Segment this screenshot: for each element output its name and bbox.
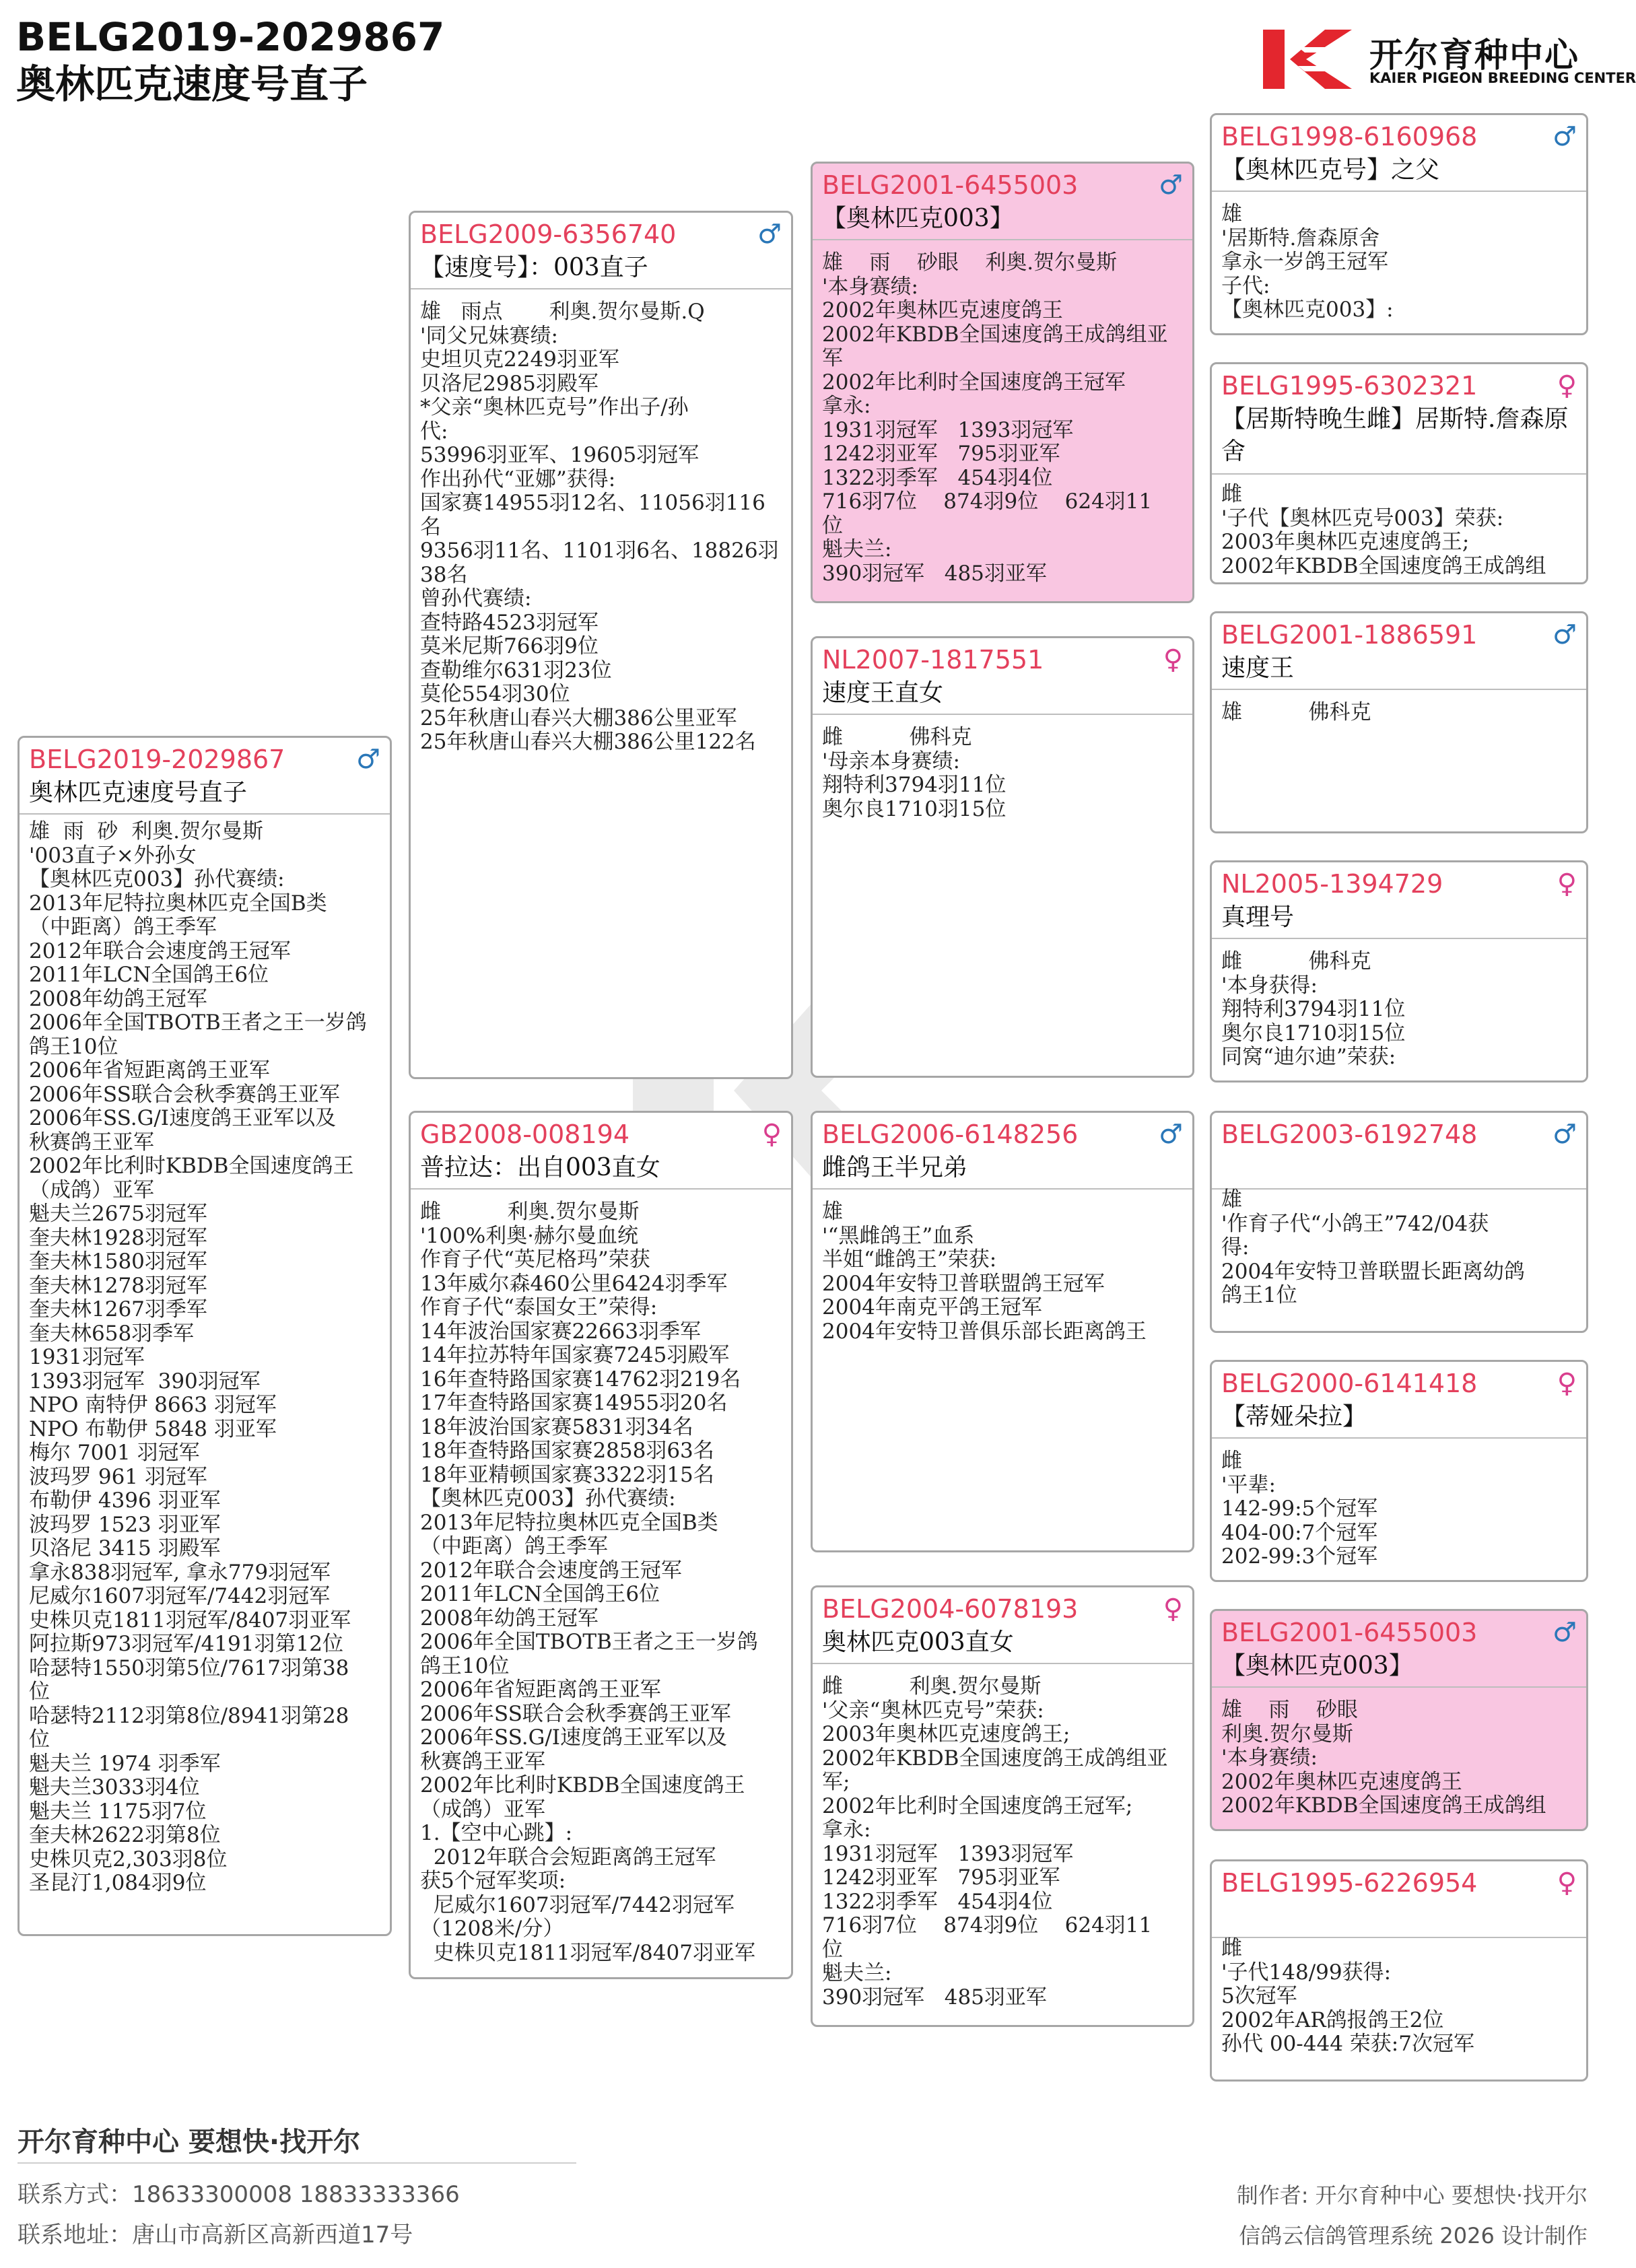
female-icon: ♀ bbox=[1557, 370, 1577, 401]
card-sd-sire[interactable] bbox=[1210, 611, 1588, 833]
footer-divider bbox=[18, 2162, 576, 2164]
footer-contact: 联系方式：18633300008 18833333366 bbox=[18, 2181, 460, 2208]
pigeon-notes: 雄 雨点 利奥.贺尔曼斯.Q '同父兄妹赛绩: 史坦贝克2249羽亚军 贝洛尼2985羽殿军 *父亲“奥林匹克号”作出子/孙 代: 53996羽亚军、19605羽冠军 作出孙代“亚娜”获得: 国家赛14955羽12名、11056羽116 名 9356羽11名、1101羽6名、18826羽 38名 曾孙代赛绩: 查特路4523羽冠军 莫米尼斯766羽9位 查勒维尔631羽23位 莫伦554羽30位 25年秋唐山春兴大棚386公里亚军 25年秋唐山春兴大棚386公里122名 bbox=[420, 300, 779, 754]
pigeon-name: 【速度号】：003直子 bbox=[420, 254, 648, 281]
kaier-logo-icon bbox=[1258, 27, 1359, 92]
footer-maker: 制作者: 开尔育种中心 要想快·找开尔 bbox=[1236, 2183, 1588, 2208]
card-divider bbox=[411, 288, 791, 289]
card-dam-sire[interactable] bbox=[811, 1111, 1194, 1552]
card-sire-dam[interactable] bbox=[811, 636, 1194, 1078]
ring-number: BELG2006-6148256 bbox=[822, 1120, 1079, 1149]
ring-number: BELG2004-6078193 bbox=[822, 1594, 1079, 1624]
male-icon: ♂ bbox=[356, 744, 380, 775]
card-sire[interactable] bbox=[409, 211, 793, 1079]
ring-number: BELG1998-6160968 bbox=[1221, 122, 1478, 151]
pigeon-notes: 雄 雨 砂眼 利奥.贺尔曼斯 '本身赛绩: 2002年奥林匹克速度鸽王 2002年KBDB全国速度鸽王成鸽组 bbox=[1221, 1698, 1546, 1818]
card-ds-sire[interactable] bbox=[1210, 1111, 1588, 1333]
footer-system: 信鸽云信鸽管理系统 2026 设计制作 bbox=[1239, 2223, 1588, 2248]
card-divider bbox=[1212, 689, 1586, 690]
card-divider bbox=[411, 1188, 791, 1190]
ring-number: BELG2001-6455003 bbox=[1221, 1618, 1478, 1647]
male-icon: ♂ bbox=[1553, 1617, 1577, 1648]
card-ss-dam[interactable] bbox=[1210, 362, 1588, 584]
pigeon-name: 【蒂娅朵拉】 bbox=[1221, 1403, 1367, 1431]
pigeon-notes: 雌 '子代148/99获得: 5次冠军 2002年AR鸽报鸽王2位 孙代 00-444 荣获:7次冠军 bbox=[1221, 1936, 1474, 2056]
kaier-logo bbox=[1258, 24, 1636, 92]
card-sd-dam[interactable] bbox=[1210, 860, 1588, 1083]
ring-number: BELG2001-6455003 bbox=[822, 170, 1079, 200]
pigeon-notes: 雌 佛科克 '本身获得: 翔特利3794羽11位 奥尔良1710羽15位 同窝“迪尔迪”荣获: bbox=[1221, 949, 1406, 1069]
pigeon-name: 奥林匹克003直女 bbox=[822, 1628, 1014, 1656]
footer-slogan: 开尔育种中心 要想快·找开尔 bbox=[18, 2127, 361, 2158]
pigeon-name: 【奥林匹克003】 bbox=[1221, 1652, 1413, 1680]
female-icon: ♀ bbox=[1557, 868, 1577, 899]
card-divider bbox=[1212, 473, 1586, 475]
ring-number: NL2007-1817551 bbox=[822, 645, 1044, 675]
pigeon-notes: 雄 '“黑雌鸽王”血系 半姐“雌鸽王”荣获: 2004年安特卫普联盟鸽王冠军 2004年南克平鸽王冠军 2004年安特卫普俱乐部长距离鸽王 bbox=[822, 1200, 1147, 1344]
pigeon-name: 速度王直女 bbox=[822, 679, 944, 707]
pigeon-name: 普拉达：出自003直女 bbox=[420, 1154, 660, 1181]
card-divider bbox=[1212, 1686, 1586, 1688]
card-dd-dam[interactable] bbox=[1210, 1859, 1588, 2082]
card-ss-sire[interactable] bbox=[1210, 113, 1588, 335]
pigeon-notes: 雌 '子代【奥林匹克号003】荣获: 2003年奥林匹克速度鸽王; 2002年KBDB全国速度鸽王成鸽组 bbox=[1221, 482, 1546, 578]
pigeon-notes: 雌 '平辈: 142-99:5个冠军 404-00:7个冠军 202-99:3个冠军 bbox=[1221, 1449, 1378, 1569]
card-ds-dam[interactable] bbox=[1210, 1360, 1588, 1582]
ring-number: BELG2019-2029867 bbox=[29, 745, 285, 774]
card-divider bbox=[813, 1188, 1192, 1190]
male-icon: ♂ bbox=[1159, 170, 1183, 201]
card-divider bbox=[813, 714, 1192, 715]
card-divider bbox=[813, 1663, 1192, 1664]
card-dam[interactable] bbox=[409, 1111, 793, 1979]
pigeon-name: 真理号 bbox=[1221, 903, 1295, 931]
pigeon-name: 【奥林匹克003】 bbox=[822, 205, 1014, 232]
female-icon: ♀ bbox=[1163, 1593, 1183, 1624]
card-dam-dam[interactable] bbox=[811, 1585, 1194, 2027]
female-icon: ♀ bbox=[1557, 1368, 1577, 1399]
pigeon-notes: 雌 利奥.贺尔曼斯 '100%利奥·赫尔曼血统 作育子代“英尼格玛”荣获 13年威尔森460公里6424羽季军 作育子代“泰国女王”荣得: 14年波治国家赛22663羽季军 14年拉苏特年国家赛7245羽殿军 16年查特路国家赛14762羽219名 17年查特路国家赛14955羽20名 18年波治国家赛5831羽34名 18年查特路国家赛2858羽63名 18年亚精顿国家赛3322羽15名 【奥林匹克003】孙代赛绩: 2013年尼特拉奥林匹克全国B类 （中距离）鸽王季军 2012年联合会速度鸽王冠军 2011年LCN全国鸽王6位 2008年幼鸽王冠军 2006年全国TBOTB王者之王一岁鸽 鸽王10位 2006年省短距离鸽王亚军 2006年SS联合会秋季赛鸽王亚军 2006年SS.G/I速度鸽王亚军以及 秋赛鸽王亚军 2002年比利时KBDB全国速度鸽王 （成鸽）亚军 1.【空中心跳】: 2012年联合会短距离鸽王冠军 获5个冠军奖项: 尼威尔1607羽冠军/7442羽冠军 （1208米/分） 史株贝克1811羽冠军/8407羽亚军 bbox=[420, 1200, 758, 1965]
logo-text-cn: 开尔育种中心 bbox=[1369, 36, 1579, 75]
page-ring-number: BELG2019-2029867 bbox=[16, 14, 445, 60]
pigeon-notes: 雄 佛科克 bbox=[1221, 700, 1371, 724]
card-divider bbox=[1212, 1437, 1586, 1439]
ring-number: BELG2003-6192748 bbox=[1221, 1120, 1478, 1149]
card-divider bbox=[813, 239, 1192, 240]
card-divider bbox=[1212, 938, 1586, 939]
female-icon: ♀ bbox=[1557, 1867, 1577, 1898]
male-icon: ♂ bbox=[1159, 1119, 1183, 1150]
pigeon-name: 雌鸽王半兄弟 bbox=[822, 1154, 968, 1181]
footer-address: 联系地址：唐山市高新区高新西道17号 bbox=[18, 2222, 413, 2248]
card-sire-sire[interactable] bbox=[811, 162, 1194, 603]
ring-number: BELG2009-6356740 bbox=[420, 219, 677, 249]
ring-number: GB2008-008194 bbox=[420, 1120, 629, 1149]
pigeon-name: 【奥林匹克号】之父 bbox=[1221, 156, 1440, 184]
card-dd-sire[interactable] bbox=[1210, 1609, 1588, 1831]
pigeon-notes: 雌 利奥.贺尔曼斯 '父亲“奥林匹克号”荣获: 2003年奥林匹克速度鸽王; 2002年KBDB全国速度鸽王成鸽组亚 军; 2002年比利时全国速度鸽王冠军; 拿永: 1931羽冠军 1393羽冠军 1242羽亚军 795羽亚军 1322羽季军 454羽4位 716羽7位 874羽9位 624羽11 位 魁夫兰: 390羽冠军 485羽亚军 bbox=[822, 1674, 1168, 2009]
pigeon-notes: 雄 '作育子代“小鸽王”742/04获 得: 2004年安特卫普联盟长距离幼鸽 鸽王1位 bbox=[1221, 1188, 1525, 1307]
logo-text-en: KAIER PIGEON BREEDING CENTER bbox=[1369, 70, 1636, 86]
male-icon: ♂ bbox=[1553, 121, 1577, 152]
ring-number: NL2005-1394729 bbox=[1221, 869, 1443, 899]
female-icon: ♀ bbox=[1163, 644, 1183, 675]
pigeon-name: 奥林匹克速度号直子 bbox=[29, 779, 248, 806]
male-icon: ♂ bbox=[1553, 619, 1577, 650]
female-icon: ♀ bbox=[761, 1119, 782, 1150]
pigeon-name: 速度王 bbox=[1221, 654, 1295, 682]
ring-number: BELG2000-6141418 bbox=[1221, 1369, 1478, 1398]
male-icon: ♂ bbox=[757, 219, 782, 250]
male-icon: ♂ bbox=[1553, 1119, 1577, 1150]
card-divider bbox=[1212, 191, 1586, 192]
pigeon-notes: 雌 佛科克 '母亲本身赛绩: 翔特利3794羽11位 奥尔良1710羽15位 bbox=[822, 725, 1007, 821]
pigeon-notes: 雄 雨 砂眼 利奥.贺尔曼斯 '本身赛绩: 2002年奥林匹克速度鸽王 2002年KBDB全国速度鸽王成鸽组亚 军 2002年比利时全国速度鸽王冠军 拿永: 1931羽冠军 1393羽冠军 1242羽亚军 795羽亚军 1322羽季军 454羽4位 716羽7位 874羽9位 624羽11 位 魁夫兰: 390羽冠军 485羽亚军 bbox=[822, 250, 1168, 586]
pigeon-notes: 雄 雨 砂 利奥.贺尔曼斯 '003直子×外孙女 【奥林匹克003】孙代赛绩: 2013年尼特拉奥林匹克全国B类 （中距离）鸽王季军 2012年联合会速度鸽王冠军 2011年LCN全国鸽王6位 2008年幼鸽王冠军 2006年全国TBOTB王者之王一岁鸽 鸽王10位 2006年省短距离鸽王亚军 2006年SS联合会秋季赛鸽王亚军 2006年SS.G/I速度鸽王亚军以及 秋赛鸽王亚军 2002年比利时KBDB全国速度鸽王 （成鸽）亚军 魁夫兰2675羽冠军 奎夫林1928羽冠军 奎夫林1580羽冠军 奎夫林1278羽冠军 奎夫林1267羽季军 奎夫林658羽季军 1931羽冠军 1393羽冠军 390羽冠军 NPO 南特伊 8663 羽冠军 NPO 布勒伊 5848 羽亚军 梅尔 7001 羽冠军 波玛罗 961 羽冠军 布勒伊 4396 羽亚军 波玛罗 1523 羽亚军 贝洛尼 3415 羽殿军 拿永838羽冠军, 拿永779羽冠军 尼威尔1607羽冠军/7442羽冠军 史株贝克1811羽冠军/8407羽亚军 阿拉斯973羽冠军/4191羽第12位 哈瑟特1550羽第5位/7617羽第38 位 哈瑟特2112羽第8位/8941羽第28 位 魁夫兰 1974 羽季军 魁夫兰3033羽4位 魁夫兰 1175羽7位 奎夫林2622羽第8位 史株贝克2,303羽8位 圣昆汀1,084羽9位 bbox=[29, 819, 367, 1895]
ring-number: BELG2001-1886591 bbox=[1221, 620, 1478, 650]
pigeon-name: 【居斯特晚生雌】居斯特.詹森原舍 bbox=[1221, 405, 1569, 465]
ring-number: BELG1995-6226954 bbox=[1221, 1868, 1478, 1898]
card-subject[interactable] bbox=[18, 736, 392, 1936]
ring-number: BELG1995-6302321 bbox=[1221, 371, 1478, 401]
page-title: 奥林匹克速度号直子 bbox=[16, 61, 368, 107]
pigeon-notes: 雄 '居斯特.詹森原舍 拿永一岁鸽王冠军 子代: 【奥林匹克003】: bbox=[1221, 202, 1394, 322]
card-divider bbox=[20, 813, 390, 815]
